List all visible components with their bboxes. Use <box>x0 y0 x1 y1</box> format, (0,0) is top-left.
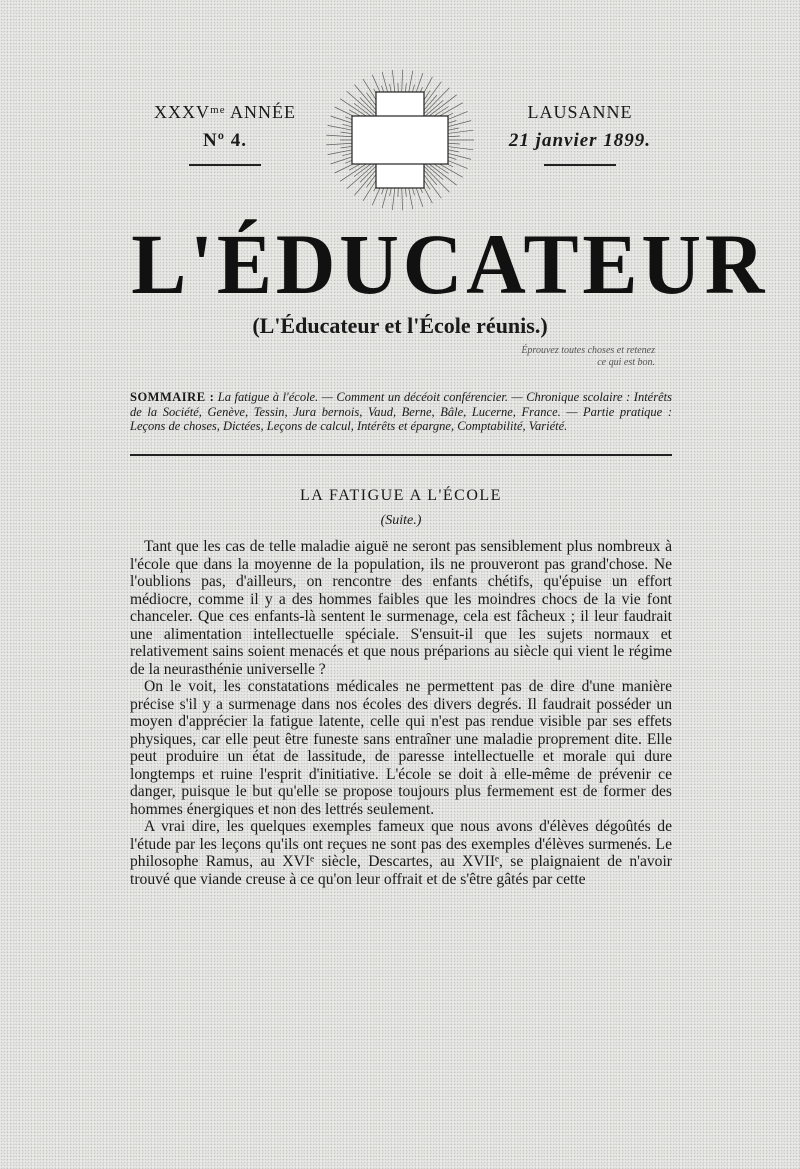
city-label: LAUSANNE <box>527 102 633 122</box>
place-date <box>480 98 680 166</box>
article-title: LA FATIGUE A L'ÉCOLE <box>300 487 502 504</box>
header-rule-right <box>544 164 616 166</box>
masthead-title: L'ÉDUCATEUR <box>131 216 769 312</box>
sommaire-label: SOMMAIRE : <box>130 390 215 404</box>
motto <box>395 345 655 369</box>
article-continued-label: (Suite.) <box>380 513 422 528</box>
swiss-cross-emblem <box>318 62 482 212</box>
paragraph: A vrai dire, les quelques exemples fameux que nous avons d'élèves dégoûtés de l'étude par les leçons qu'ils ont reçues ne sont pas des exemples d'élèves surmenés. Le philosophe Ramus, au XVIᵉ siècle, Descartes, au XVIIᵉ, se plaignaient de n'avoir trouvé que viande creuse à ce qu'on leur offrait et de s'être gâtés par cette <box>130 818 672 888</box>
issue-info <box>130 98 320 166</box>
masthead-subtitle: (L'Éducateur et l'École réunis.) <box>252 313 548 338</box>
motto-line-2: ce qui est bon. <box>597 357 655 368</box>
article-body <box>130 538 672 888</box>
header-rule-left <box>189 164 261 166</box>
motto-line-1: Éprouvez toutes choses et retenez <box>521 345 655 356</box>
issue-date: 21 janvier 1899. <box>508 130 652 151</box>
sommaire-text: La fatigue à l'école. — Comment un décéoit conférencier. — Chronique scolaire : Intérêts de la Société, Genève, Tessin, Jura bernois, Vaud, Berne, Bâle, Lucerne, France. — Partie pratique : Leçons de choses, Dictées, Leçons de calcul, Intérêts et épargne, Comptabilité, Variété. <box>130 390 672 433</box>
paragraph: Tant que les cas de telle maladie aiguë ne seront pas sensiblement plus nombreux à l'école que dans la moyenne de la population, ils ne prouveront pas grand'chose. Ne l'oublions pas, d'ailleurs, on rencontre des enfants chétifs, qu'épuise un effort médiocre, comme il y a des hommes faibles que les moindres chocs de la vie font chanceler. Que ces enfants-là sentent le surmenage, cela est fâcheux ; il leur faudrait une alimentation intellectuelle spéciale. S'ensuit-il que les sujets normaux et relativement sains soient menacés et que nous préparions au siècle qui vient le régime de la neurasthénie universelle ? <box>130 538 672 678</box>
paragraph: On le voit, les constatations médicales ne permettent pas de dire d'une manière précise s'il y a surmenage dans nos écoles des divers degrés. Il faudrait posséder un moyen d'apprécier la fatigue latente, celle qui n'est pas rendue visible par ses effets physiques, car elle peut être funeste sans entraîner une maladie proprement dite. Elle peut produire un état de lassitude, de paresse intellectuelle et morale qui dure longtemps et ruine l'esprit d'initiative. L'école se doit à elle-même de prévenir ce danger, puisque le but qu'elle se propose toujours plus fermement est de former des hommes énergiques et non des lettrés seulement. <box>130 678 672 818</box>
table-of-contents <box>130 390 672 434</box>
year-label: XXXVᵐᵉ ANNÉE <box>154 102 296 122</box>
issue-number: Nº 4. <box>203 130 247 151</box>
section-divider <box>130 454 672 456</box>
